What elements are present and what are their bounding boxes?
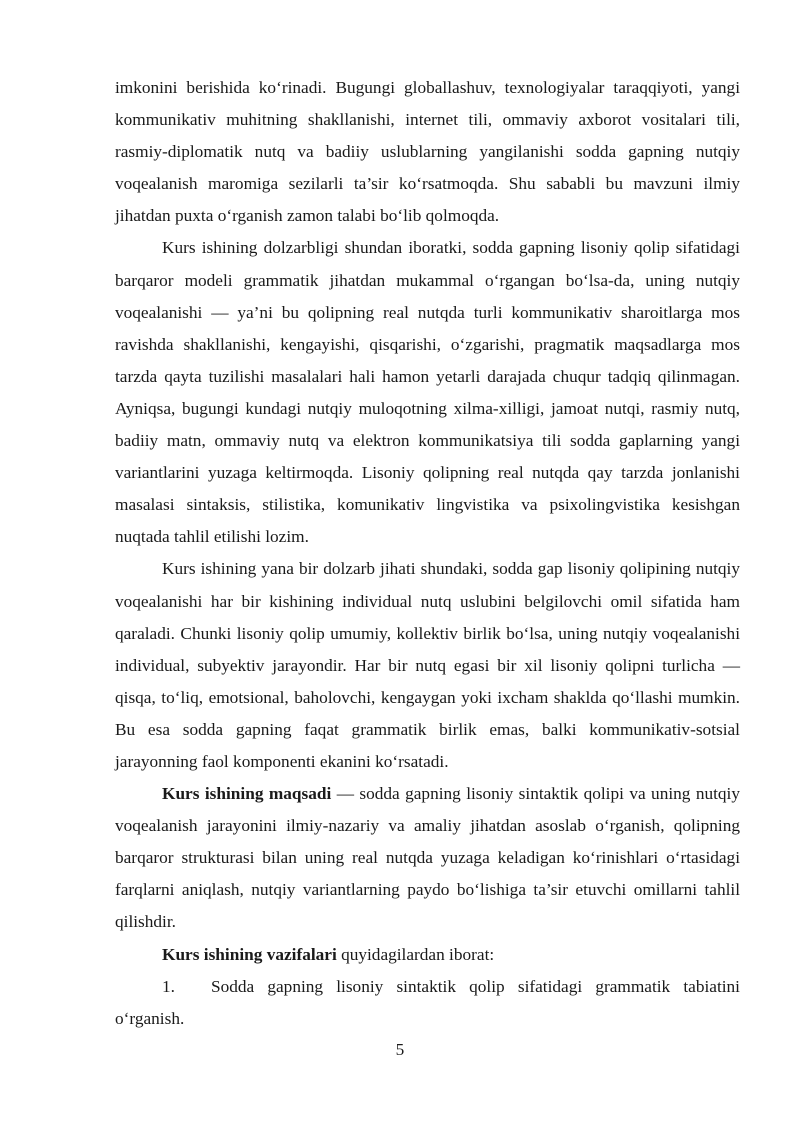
goal-heading: Kurs ishining maqsadi [162, 784, 332, 804]
paragraph-continuation: imkonini berishida ko‘rinadi. Bugungi globallashuv, texnologiyalar taraqqiyoti, yangi kommunikativ muhitning shakllanishi, internet tili, ommaviy axborot vositalari tili, rasmiy-diplomatik nutq va badiiy uslublarning yangilanishi sodda gapning nutqiy voqealanish maromiga sezilarli ta’sir ko‘rsatmoqda. Shu sababli bu mavzuni ilmiy jihatdan puxta o‘rganish zamon talabi bo‘lib qolmoqda. [115, 78, 740, 226]
paragraph-relevance: Kurs ishining dolzarbligi shundan iboratki, sodda gapning lisoniy qolip sifatidagi barqaror modeli grammatik jihatdan mukammal o‘rgangan bo‘lsa-da, uning nutqiy voqealanishi — ya’ni bu qolipning real nutqda turli kommunikativ sharoitlarga mos ravishda shakllanishi, kengayishi, qisqarishi, o‘zgarishi, pragmatik maqsadlarga mos tarzda qayta tuzilishi masalalari hali hamon yetarli darajada chuqur tadqiq qilinmagan. Ayniqsa, bugungi kundagi nutqiy muloqotning xilma-xilligi, jamoat nutqi, rasmiy nutq, badiiy matn, ommaviy nutq va elektron kommunikatsiya tili sodda gaplarning yangi variantlarini yuzaga keltirmoqda. Lisoniy qolipning real nutqda qay tarzda jonlanishi masalasi sintaksis, stilistika, komunikativ lingvistika va psixolingvistika kesishgan nuqtada tahlil etilishi lozim. [115, 238, 740, 547]
paragraph-relevance-additional: Kurs ishining yana bir dolzarb jihati shundaki, sodda gap lisoniy qolipining nutqiy voqealanishi har bir kishining individual nutq uslubini belgilovchi omil sifatida ham qaraladi. Chunki lisoniy qolip umumiy, kollektiv birlik bo‘lsa, uning nutqiy voqealanishi individual, subyektiv jarayondir. Har bir nutq egasi bir xil lisoniy qolipni turlicha — qisqa, to‘liq, emotsional, baholovchi, kengaygan yoki ixcham shaklda qo‘llashi mumkin. Bu esa sodda gapning faqat grammatik birlik emas, balki kommunikativ-sotsial jarayonning faol komponenti ekanini ko‘rsatadi. [115, 559, 740, 771]
tasks-intro-text: quyidagilardan iborat: [336, 944, 495, 964]
page-number: 5 [395, 1040, 405, 1059]
paragraph-tasks-intro [115, 939, 740, 971]
document-page [115, 72, 740, 1035]
list-item-number: 1. [162, 976, 175, 996]
list-item [115, 971, 740, 1035]
paragraph-goal [115, 778, 740, 938]
goal-text: — sodda gapning lisoniy sintaktik qolipi va uning nutqiy voqealanish jarayonini ilmiy-nazariy va amaliy jihatdan asoslab o‘rganish, qolipning barqaror strukturasi bilan uning real nutqda yuzaga keladigan ko‘rinishlari o‘rtasidagi farqlarni aniqlash, nutqiy variantlarning paydo bo‘lishiga ta’sir etuvchi omillarni tahlil qilishdir. [115, 784, 740, 932]
list-item-text: Sodda gapning lisoniy sintaktik qolip sifatidagi grammatik tabiatini o‘rganish. [115, 976, 740, 1028]
tasks-heading: Kurs ishining vazifalari [162, 944, 337, 964]
